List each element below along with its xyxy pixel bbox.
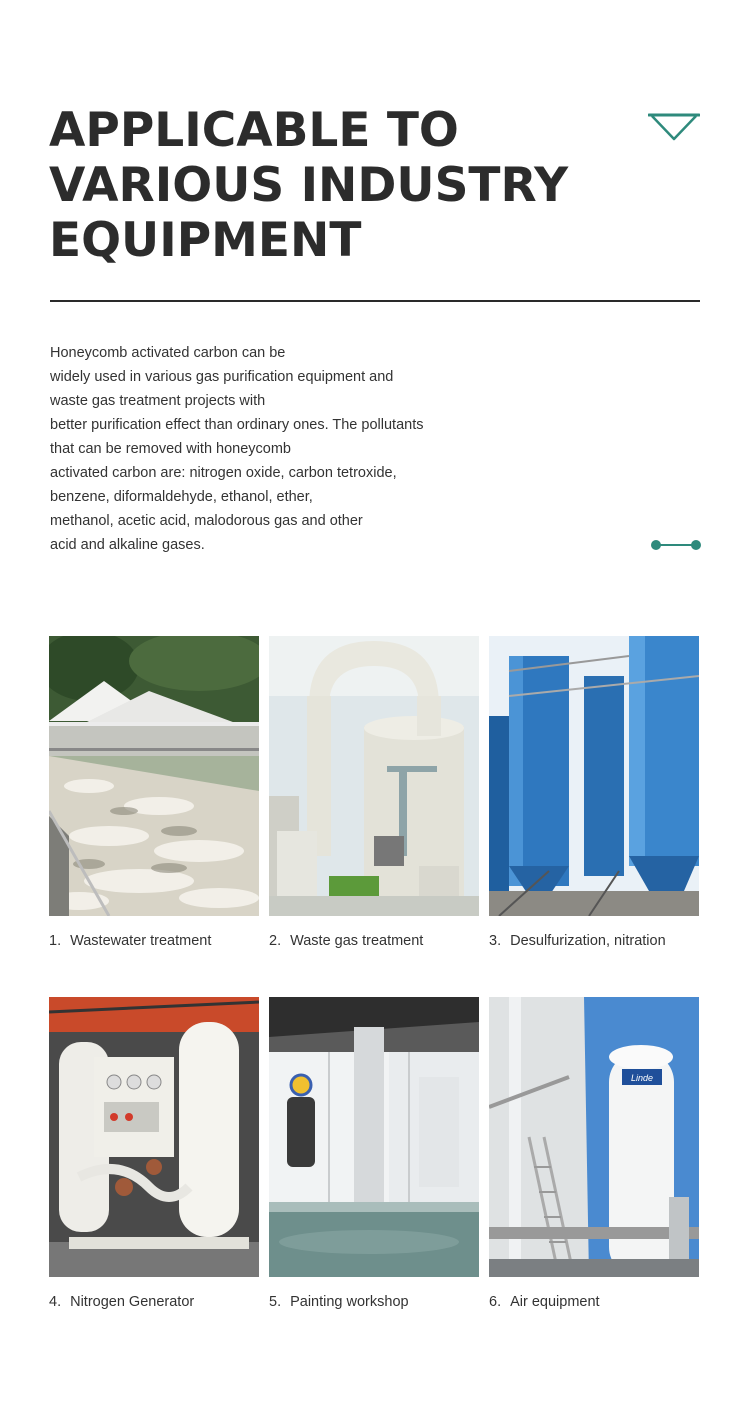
application-card-nitrogen [49,997,259,1310]
air-equipment-photo [489,997,699,1277]
intro-line: waste gas treatment projects with [50,393,266,409]
caption-number: 2. [269,933,282,949]
application-card-wastewater [49,636,259,949]
application-caption [269,1294,479,1310]
triangle-icon [648,112,700,142]
intro-line: widely used in various gas purification equipment and [50,369,394,385]
caption-number: 3. [489,933,502,949]
desulfurization-photo [489,636,699,916]
application-caption [489,1294,699,1310]
caption-label: Nitrogen Generator [70,1294,195,1310]
intro-paragraph [50,341,470,557]
caption-number: 4. [49,1294,62,1310]
application-card-painting [269,997,479,1310]
caption-label: Desulfurization, nitration [510,933,666,949]
title-line-2: VARIOUS INDUSTRY [49,158,569,213]
application-caption [49,1294,259,1310]
painting-workshop-photo [269,997,479,1277]
caption-number: 6. [489,1294,502,1310]
caption-number: 1. [49,933,62,949]
caption-label: Wastewater treatment [70,933,212,949]
tank-brand-label: Linde [630,1073,654,1083]
caption-label: Painting workshop [290,1294,409,1310]
application-card-waste-gas [269,636,479,949]
application-caption [269,933,479,949]
intro-line: Honeycomb activated carbon can be [50,345,286,361]
wastewater-photo [49,636,259,916]
intro-line: better purification effect than ordinary ones. The pollutants [50,417,424,433]
application-card-desulfurization [489,636,699,949]
caption-label: Air equipment [510,1294,600,1310]
page-title [49,103,569,268]
application-card-air [489,997,699,1310]
application-caption [489,933,699,949]
dot-line-icon [650,538,702,552]
intro-line: acid and alkaline gases. [50,537,205,553]
intro-line: methanol, acetic acid, malodorous gas and other [50,513,363,529]
application-caption [49,933,259,949]
title-line-1: APPLICABLE TO [49,103,459,158]
intro-line: that can be removed with honeycomb [50,441,291,457]
waste-gas-photo [269,636,479,916]
nitrogen-generator-photo [49,997,259,1277]
title-divider [50,300,700,302]
caption-number: 5. [269,1294,282,1310]
intro-line: benzene, diformaldehyde, ethanol, ether, [50,489,313,505]
caption-label: Waste gas treatment [290,933,424,949]
title-line-3: EQUIPMENT [49,213,362,268]
intro-line: activated carbon are: nitrogen oxide, carbon tetroxide, [50,465,397,481]
